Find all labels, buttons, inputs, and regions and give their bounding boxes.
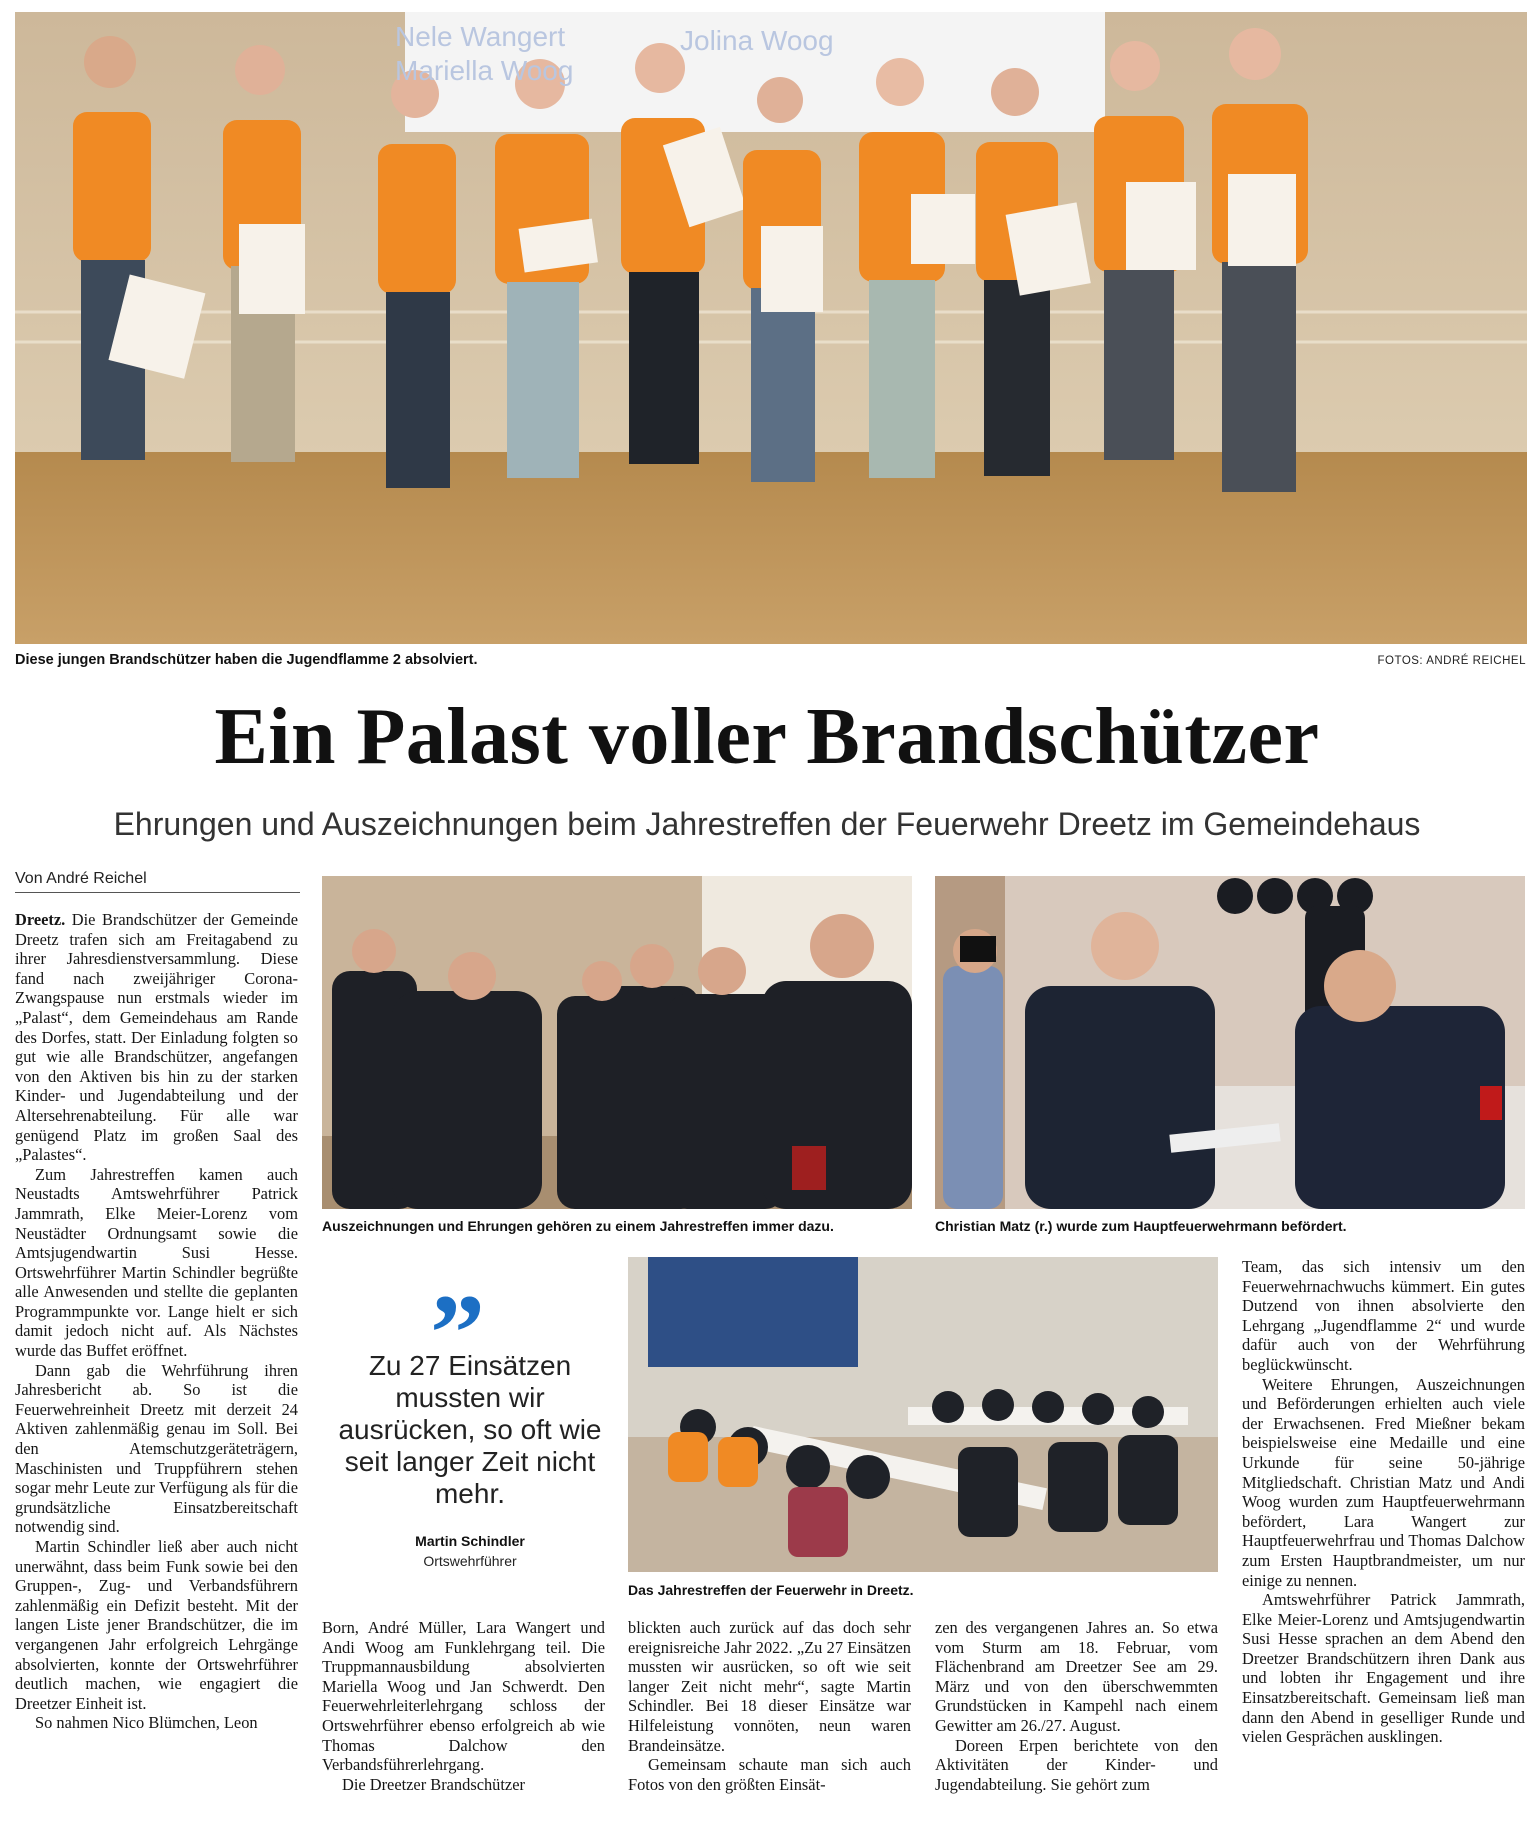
- meeting-photo-caption: Das Jahrestreffen der Feuerwehr in Dreetz.: [628, 1582, 914, 1598]
- article-column-1: [15, 910, 298, 1733]
- article-column-3: [628, 1618, 911, 1794]
- quote-author: Martin Schindler: [415, 1533, 525, 1549]
- paragraph: Doreen Erpen berichtete von den Aktivitäten der Kinder- und Jugendabteilung. Sie gehört zum: [935, 1735, 1218, 1794]
- paragraph: Zum Jahrestreffen kamen auch Neustadts Amtswehrführer Patrick Jammrath, Elke Meier-Lorenz vom Neustädter Ordnungsamt sowie die Amtsjugendwartin Susi Hesse. Ortswehrführer Martin Schindler begrüßte alle Anwesenden und stellte die geplanten Programmpunkte vor. Lange hielt er sich damit jedoch nicht auf. Als Nächstes wurde das Buffet eröffnet.: [15, 1164, 298, 1361]
- byline: Von André Reichel: [15, 870, 300, 893]
- article-column-5: [1242, 1257, 1525, 1747]
- headline: Ein Palast voller Brandschützer: [214, 693, 1320, 781]
- pull-quote: Zu 27 Einsätzen mussten wir ausrücken, so oft wie seit langer Zeit nicht mehr.: [338, 1350, 602, 1509]
- paragraph: Dann gab die Wehrführung ihren Jahresbericht ab. So ist die Feuerwehreinheit Dreetz mit derzeit 24 Aktiven zahlenmäßig genau im Soll. Bei den Atemschutzgeräteträgern, Maschinisten und Truppführern stehen sogar mehr Leute zur Verfügung als für die grundsätzliche Einsatzbereitschaft notwendig sind.: [15, 1360, 298, 1537]
- paragraph: Dreetz. Die Brandschützer der Gemeinde Dreetz trafen sich am Freitagabend zu ihrer Jahresdienstversammlung. Diese fand nach zweijähriger Corona-Zwangspause nun erstmals wieder im „Palast“, dem Gemeindehaus am Rande des Dorfes, statt. Der Einladung folgten so gut wie alle Brandschützer, angefangen von den Aktiven bis hin zu der starken Kinder- und Jugendabteilung und der Altersehrenabteilung. Für alle war genügend Platz im großen Saal des „Palastes“.: [15, 910, 298, 1165]
- article-column-2: [322, 1618, 605, 1794]
- meeting-photo: [628, 1257, 1218, 1572]
- paragraph: Die Dreetzer Brandschützer: [342, 1774, 525, 1794]
- quote-role: Ortswehrführer: [423, 1553, 517, 1569]
- subheadline: Ehrungen und Auszeichnungen beim Jahrestreffen der Feuerwehr Dreetz im Gemeindehaus: [113, 806, 1421, 842]
- paragraph: Amtswehrführer Patrick Jammrath, Elke Meier-Lorenz und Amtsjugendwartin Susi Hesse sprachen an dem Abend den Dreetzer Brandschützern ihren Dank aus und lobten ihr Engagement und ihre Einsatzbereitschaft. Gemeinsam ließ man dann den Abend in geselliger Runde und vielen Gesprächen ausklingen.: [1242, 1590, 1525, 1747]
- dateline: Dreetz.: [15, 910, 66, 929]
- screen-name-3: Jolina Woog: [680, 25, 834, 56]
- main-photo: [15, 12, 1527, 644]
- promotion-photo: [935, 876, 1525, 1209]
- paragraph: Martin Schindler ließ aber auch nicht unerwähnt, dass beim Funk sowie bei den Gruppen-, Zug- und Verbandsführern zahlenmäßig ein Defizit besteht. Mit der langen Liste jener Brandschützer, die im vergangenen Jahr erfolgreich Lehrgänge absolvierten, konnte der Ortswehrführer deutlich machen, wie engagiert die Dreetzer Einheit ist.: [15, 1537, 298, 1713]
- screen-name-2: Mariella Woog: [395, 55, 574, 86]
- awards-photo-caption: Auszeichnungen und Ehrungen gehören zu einem Jahrestreffen immer dazu.: [322, 1218, 834, 1234]
- screen-name-1: Nele Wangert: [395, 21, 566, 52]
- paragraph: Born, André Müller, Lara Wangert und Andi Woog am Funklehrgang teil. Die Truppmannausbildung absolvierten Mariella Woog und Jan Schwerdt. Den Feuerwehrleiterlehrgang schloss der Ortswehrführer ebenso erfolgreich ab wie Thomas Dalchow den Verbandsführerlehrgang.: [322, 1618, 605, 1775]
- photo-credit: FOTOS: ANDRÉ REICHEL: [1377, 655, 1526, 667]
- article-column-4: [935, 1618, 1218, 1794]
- paragraph: Gemeinsam schaute man sich auch Fotos von den größten Einsät-: [628, 1755, 911, 1794]
- paragraph: zen des vergangenen Jahres an. So etwa vom Sturm am 18. Februar, vom Flächenbrand am Dreetzer See am 29. März und von den überschwemmten Grundstücken in Kampehl nach einem Gewitter am 26./27. August.: [935, 1618, 1218, 1735]
- quote-mark-icon: ”: [430, 1272, 485, 1394]
- awards-photo: [322, 876, 912, 1209]
- paragraph: Team, das sich intensiv um den Feuerwehrnachwuchs kümmert. Ein gutes Dutzend von ihnen absolvierte den Lehrgang „Jugendflamme 2“ und wurde dafür auch von der Wehrführung beglückwünscht.: [1242, 1257, 1525, 1374]
- main-photo-caption: Diese jungen Brandschützer haben die Jugendflamme 2 absolviert.: [15, 652, 478, 668]
- paragraph: Weitere Ehrungen, Auszeichnungen und Beförderungen erhielten auch viele der Erwachsenen. Fred Mießner bekam beispielsweise eine Medaille und eine Urkunde für seine 50-jährige Mitgliedschaft. Christian Matz und Andi Woog wurden zum Hauptfeuerwehrmann befördert, Lara Wangert zur Hauptfeuerwehrfrau und Thomas Dalchow zum Ersten Hauptbrandmeister, um nur einige zu nennen.: [1242, 1374, 1525, 1590]
- paragraph: blickten auch zurück auf das doch sehr ereignisreiche Jahr 2022. „Zu 27 Einsätzen mussten wir ausrücken, so oft wie seit langer Zeit nicht mehr“, sagte Martin Schindler. Bei 18 dieser Einsätze war Hilfeleistung vonnöten, neun waren Brandeinsätze.: [628, 1618, 911, 1755]
- paragraph: So nahmen Nico Blümchen, Leon: [35, 1713, 258, 1733]
- promotion-photo-caption: Christian Matz (r.) wurde zum Hauptfeuerwehrmann befördert.: [935, 1218, 1347, 1234]
